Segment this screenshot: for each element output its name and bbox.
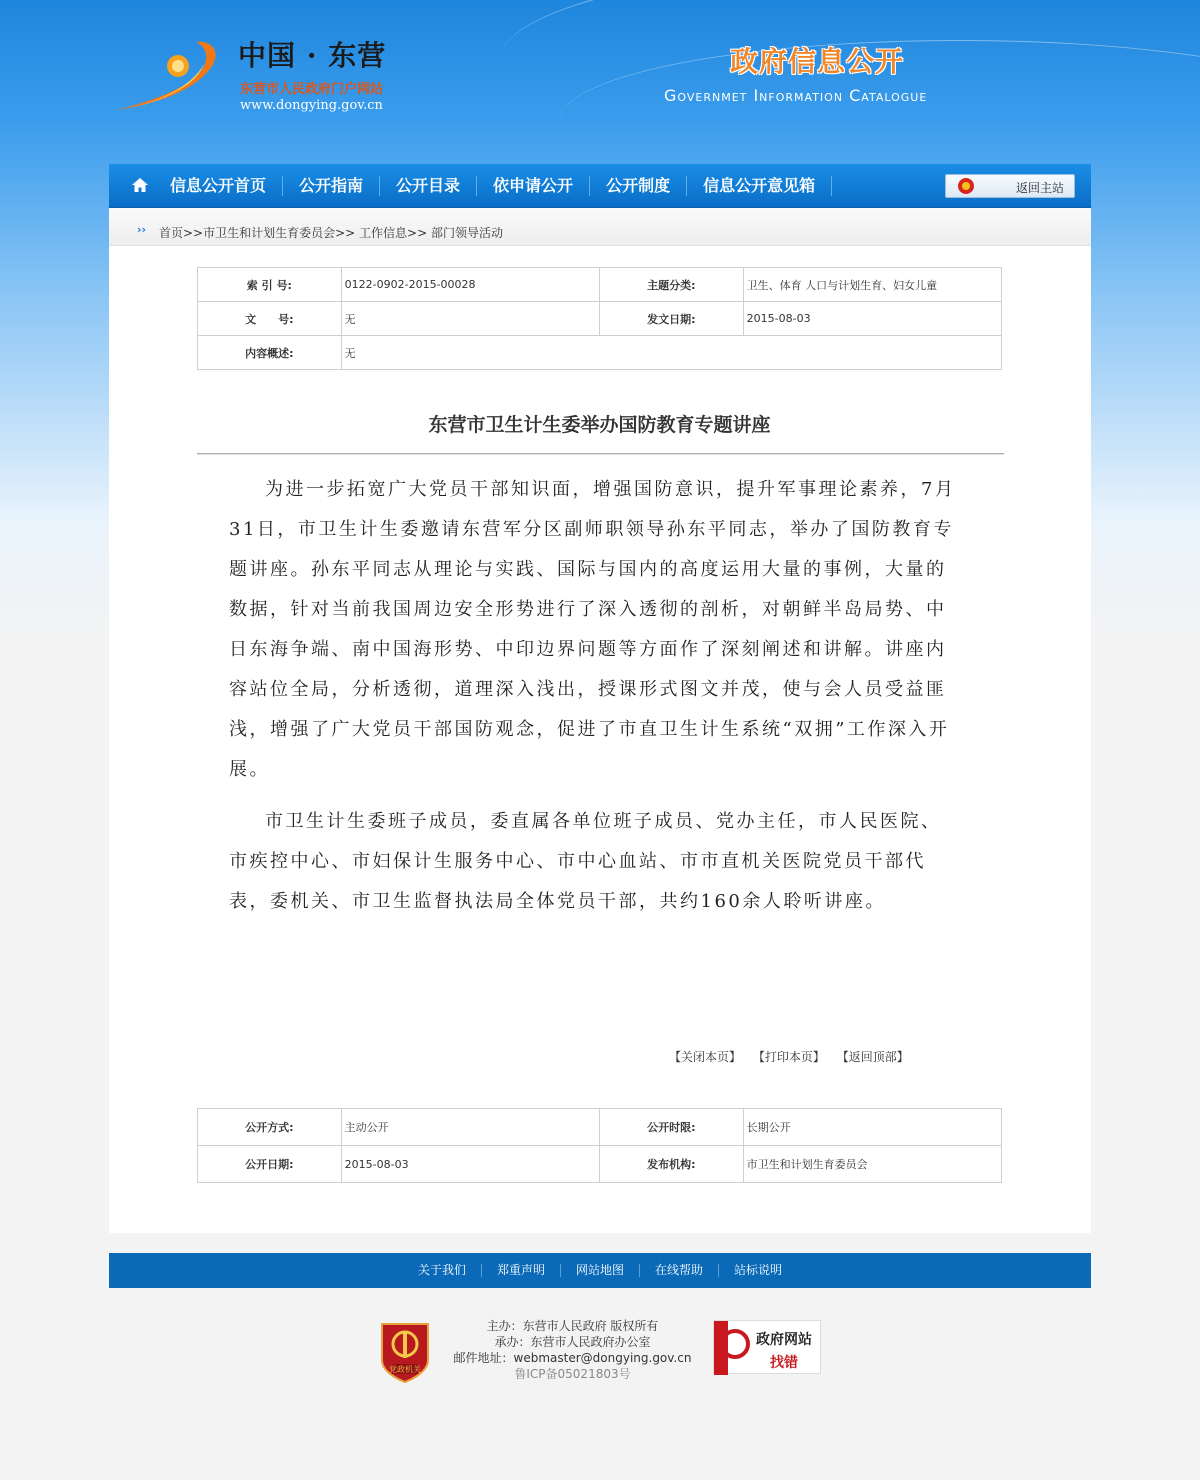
footer-email[interactable]: 邮件地址：webmaster@dongying.gov.cn — [453, 1351, 692, 1365]
magnifier-icon — [720, 1329, 750, 1359]
banner-title: 政府信息公开 — [730, 45, 905, 78]
dongying-logo-icon[interactable] — [112, 36, 232, 116]
breadcrumb[interactable]: 首页>>市卫生和计划生育委员会>> 工作信息>> 部门领导活动 — [159, 226, 503, 240]
index-label: 索 引 号: — [198, 268, 342, 302]
publish-limit-value: 长期公开 — [743, 1109, 1001, 1146]
nav-item-guide[interactable]: 公开指南 — [282, 176, 379, 196]
title-divider — [197, 453, 1004, 455]
back-to-top-link[interactable]: 【返回顶部】 — [836, 1050, 909, 1064]
article-paragraph: 市卫生计生委班子成员，委直属各单位班子成员、党办主任，市人民医院、市疾控中心、市妇保计生服务中心、市中心血站、市市直机关医院党员干部代表，委机关、市卫生监督执法局全体党员干部，共约160余人聆听讲座。 — [229, 811, 942, 912]
publish-limit-label: 公开时限: — [600, 1109, 744, 1146]
print-page-link[interactable]: 【打印本页】 — [752, 1050, 825, 1064]
logo-title: 中国 · 东营 — [238, 39, 387, 72]
badge-left-text: 党政机关 — [389, 1365, 421, 1374]
footer-link-logo-info[interactable]: 站标说明 — [718, 1264, 797, 1277]
article-paragraph: 为进一步拓宽广大党员干部知识面，增强国防意识，提升军事理论素养，7月31日，市卫生计生委邀请东营军分区副师职领导孙东平同志，举办了国防教育专题讲座。孙东平同志从理论与实践、国际与国内的高度运用大量的事例，大量的数据，针对当前我国周边安全形势进行了深入透彻的剖析，对朝鲜半岛局势、中日东海争端、南中国海形势、中印边界问题等方面作了深刻阐述和讲解。讲座内容站位全局，分析透彻，道理深入浅出，授课形式图文并茂，使与会人员受益匪浅，增强了广大党员干部国防观念，促进了市直卫生计生系统“双拥”工作深入开展。 — [229, 479, 956, 780]
article-body — [229, 470, 959, 934]
site-error-report-badge[interactable] — [713, 1320, 821, 1374]
footer-link-statement[interactable]: 郑重声明 — [481, 1264, 560, 1277]
logo-subtitle: 东营市人民政府门户网站 — [240, 82, 384, 97]
publish-info-table — [197, 1108, 1002, 1183]
badge-right-line1: 政府网站 — [756, 1332, 812, 1348]
home-icon[interactable] — [131, 176, 149, 194]
table-row — [198, 268, 1002, 302]
publish-date-value: 2015-08-03 — [341, 1146, 599, 1183]
footer-link-help[interactable]: 在线帮助 — [639, 1264, 718, 1277]
footer-undertaker: 承办：东营市人民政府办公室 — [494, 1335, 651, 1349]
nav-items — [154, 164, 832, 208]
footer-icp[interactable]: 鲁ICP备05021803号 — [514, 1367, 631, 1381]
nav-item-home[interactable]: 信息公开首页 — [170, 176, 267, 195]
badge-right-line2: 找错 — [770, 1355, 798, 1371]
return-main-site-button[interactable] — [945, 174, 1075, 198]
site-header — [0, 0, 1200, 160]
index-value: 0122-0902-2015-00028 — [341, 268, 599, 302]
publish-date-label: 公开日期: — [198, 1146, 342, 1183]
table-row — [198, 302, 1002, 336]
doc-number-label: 文 号: — [198, 302, 342, 336]
footer-link-sitemap[interactable]: 网站地图 — [560, 1264, 639, 1277]
publish-org-value: 市卫生和计划生育委员会 — [743, 1146, 1001, 1183]
nav-item-catalog[interactable]: 公开目录 — [379, 176, 476, 196]
main-panel — [109, 208, 1091, 1233]
page-actions — [669, 1048, 917, 1065]
return-main-site-label: 返回主站 — [1016, 181, 1065, 195]
issue-date-value: 2015-08-03 — [743, 302, 1001, 336]
topic-label: 主题分类: — [600, 268, 744, 302]
issue-date-label: 发文日期: — [600, 302, 744, 336]
nav-item-system[interactable]: 公开制度 — [589, 176, 686, 196]
footer-link-about[interactable]: 关于我们 — [417, 1263, 466, 1277]
doc-number-value: 无 — [341, 302, 599, 336]
close-page-link[interactable]: 【关闭本页】 — [669, 1050, 742, 1064]
banner-subtitle: Governmet Information Catalogue — [664, 86, 928, 105]
topic-value: 卫生、体育 人口与计划生育、妇女儿童 — [743, 268, 1001, 302]
article-title: 东营市卫生计生委举办国防教育专题讲座 — [428, 414, 771, 436]
summary-value: 无 — [341, 336, 1001, 370]
publish-org-label: 发布机构: — [600, 1146, 744, 1183]
nav-item-request[interactable]: 依申请公开 — [476, 176, 589, 196]
nav-item-feedback[interactable]: 信息公开意见箱 — [686, 176, 832, 196]
party-government-badge-icon[interactable] — [378, 1320, 432, 1384]
table-row — [198, 1109, 1002, 1146]
breadcrumb-arrow-icon: ›› — [137, 223, 147, 236]
table-row — [198, 1146, 1002, 1183]
national-emblem-icon — [958, 178, 974, 194]
logo-url: www.dongying.gov.cn — [240, 98, 383, 113]
document-meta-table — [197, 267, 1002, 370]
footer-nav — [109, 1253, 1091, 1288]
breadcrumb-bar — [109, 208, 1091, 246]
summary-label: 内容概述: — [198, 336, 342, 370]
main-nav — [109, 164, 1091, 208]
publish-mode-label: 公开方式: — [198, 1109, 342, 1146]
publish-mode-value: 主动公开 — [341, 1109, 599, 1146]
footer-host: 主办：东营市人民政府 版权所有 — [486, 1319, 659, 1333]
table-row — [198, 336, 1002, 370]
footer-info — [440, 1318, 705, 1382]
